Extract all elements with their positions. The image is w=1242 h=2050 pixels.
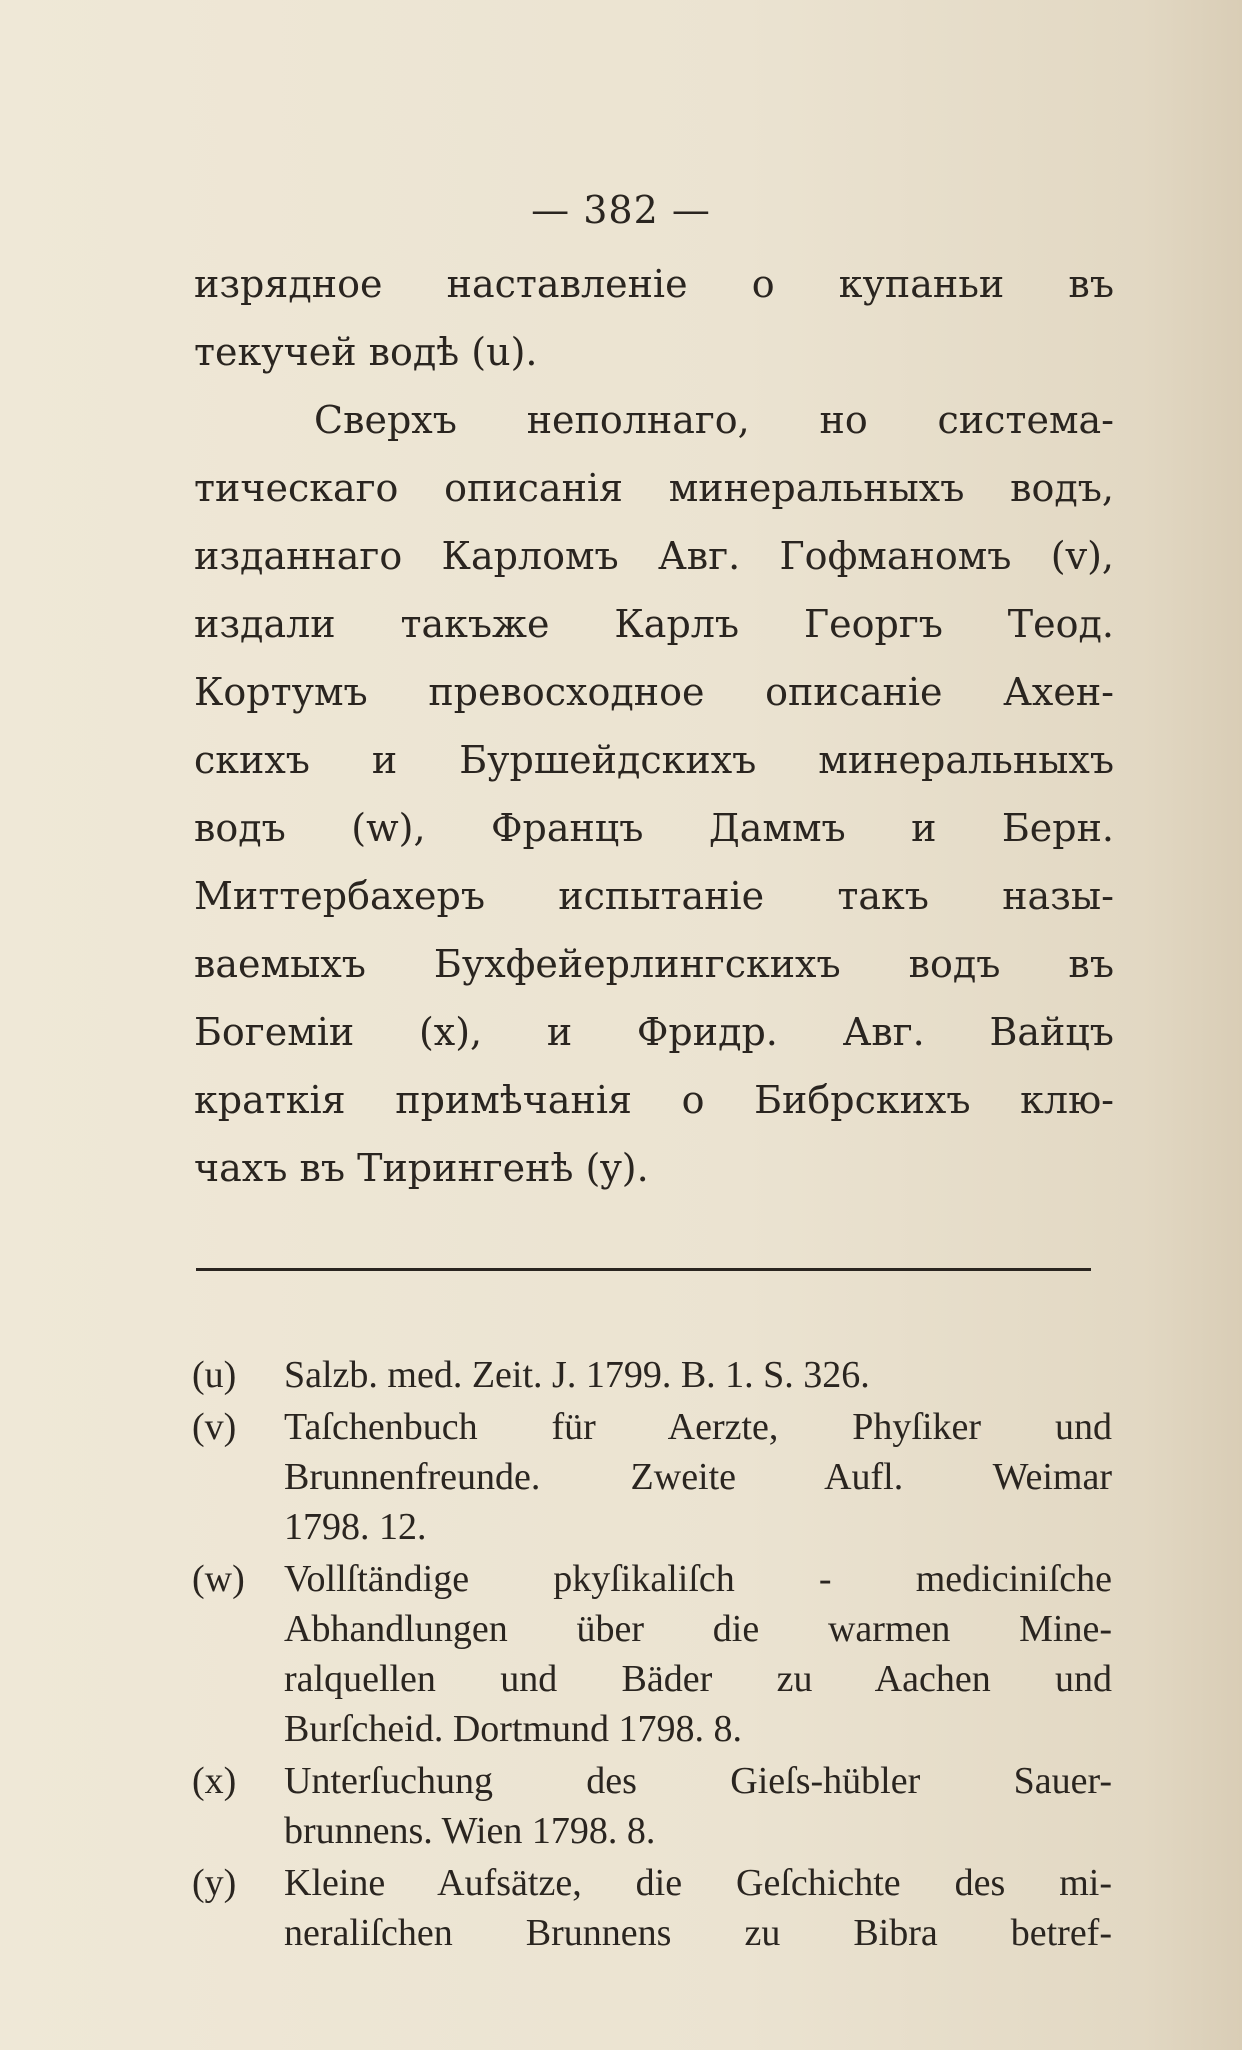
text-line: скихъ и Буршейдскихъ минеральныхъ <box>194 738 1114 782</box>
footnote-v <box>192 1402 1112 1552</box>
footnote-line: neraliſchen Brunnens zu Bibra betref- <box>284 1912 1112 1954</box>
text-line: Богеміи (x), и Фридр. Авг. Вайцъ <box>194 1010 1114 1054</box>
text-line: изрядное наставленіе о купаньи въ <box>194 262 1114 306</box>
text-line: краткія примѣчанія о Бибрскихъ клю- <box>194 1078 1114 1122</box>
footnote-line: Salzb. med. Zeit. J. 1799. B. 1. S. 326. <box>284 1354 870 1396</box>
footnote-divider <box>196 1268 1091 1271</box>
text-line: чахъ въ Тирингенѣ (y). <box>194 1146 649 1190</box>
footnote-line: brunnens. Wien 1798. 8. <box>284 1810 656 1852</box>
footnote-line: Vollſtändige pkyſikaliſch - mediciniſche <box>284 1558 1112 1600</box>
text-line: ваемыхъ Бухфейерлингскихъ водъ въ <box>194 942 1114 986</box>
text-line: издали такъже Карлъ Георгъ Теод. <box>194 602 1114 646</box>
main-text <box>194 250 1114 1202</box>
footnote-w <box>192 1554 1112 1754</box>
footnote-x <box>192 1756 1112 1856</box>
footnote-mark: (x) <box>192 1760 237 1802</box>
footnote-y <box>192 1858 1112 1958</box>
text-line: водъ (w), Францъ Даммъ и Берн. <box>194 806 1114 850</box>
footnote-mark: (w) <box>192 1558 245 1600</box>
text-line: Миттербахеръ испытаніе такъ назы- <box>194 874 1114 918</box>
footnote-line: Abhandlungen über die warmen Mine- <box>284 1608 1112 1650</box>
footnote-line: Kleine Aufsätze, die Geſchichte des mi- <box>284 1862 1112 1904</box>
footnotes <box>192 1350 1112 1960</box>
footnote-line: ralquellen und Bäder zu Aachen und <box>284 1658 1112 1700</box>
text-line: Кортумъ превосходное описаніе Ахен- <box>194 670 1114 714</box>
footnote-line: Brunnenfreunde. Zweite Aufl. Weimar <box>284 1456 1112 1498</box>
text-line: Сверхъ неполнаго, но система- <box>314 398 1114 442</box>
text-line: изданнаго Карломъ Авг. Гофманомъ (v), <box>194 534 1114 578</box>
footnote-mark: (u) <box>192 1354 237 1396</box>
footnote-u <box>192 1350 1112 1400</box>
text-line: текучей водѣ (u). <box>194 330 538 374</box>
text-line: тическаго описанія минеральныхъ водъ, <box>194 466 1114 510</box>
footnote-mark: (y) <box>192 1862 237 1904</box>
footnote-line: Burſcheid. Dortmund 1798. 8. <box>284 1708 743 1750</box>
page-number: — 382 — <box>531 188 711 232</box>
footnote-line: 1798. 12. <box>284 1506 427 1548</box>
footnote-line: Unterſuchung des Gieſs-hübler Sauer- <box>284 1760 1112 1802</box>
footnote-mark: (v) <box>192 1406 237 1448</box>
footnote-line: Taſchenbuch für Aerzte, Phyſiker und <box>284 1406 1112 1448</box>
